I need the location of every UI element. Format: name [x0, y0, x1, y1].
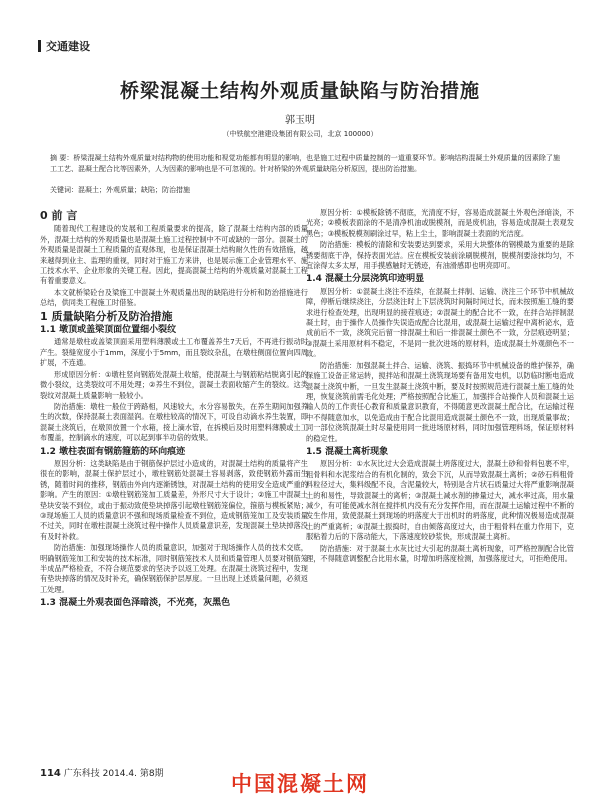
- section-heading: 1.5 混凝土离析现象: [306, 446, 389, 457]
- section-heading: 1.2 墩柱表面有钢筋箍筋的环向痕迹: [40, 446, 186, 457]
- paragraph: 防治措施：加强现场操作人员的质量意识，加强对于现场操作人员的技术交底，明确钢筋笼加工和安装的技术标准，同时钢筋笼技术人员和质量管理人员要对钢筋笼半成品严格检查，不符合规范要求的坚决予以返工处理。在混凝土浇筑过程中，发现有垫块掉落的情况及时补充，确保钢筋保护层厚度。一旦出现上述质量问题，必须返工处理。: [40, 543, 308, 594]
- paper-title: 桥梁混凝土结构外观质量缺陷与防治措施: [119, 80, 480, 102]
- section-heading: 1.3 混凝土外观表面色泽暗淡，不光亮，灰黑色: [40, 598, 231, 609]
- watermark-text: 中国混凝土网: [231, 772, 369, 796]
- section-heading: 1.1 墩顶或盖梁顶面位置细小裂纹: [40, 325, 177, 336]
- paper-keywords: 关键词：混凝土；外观质量；缺陷；防治措施: [50, 186, 190, 194]
- paragraph: 形成原因分析：①墩柱竖向钢筋处混凝土收缩，使混凝土与钢筋粘结脱离引起的微小裂纹，这类裂纹可不用处理；②养生不到位，混凝土表面收缩产生的裂纹。这类裂纹对混凝土质量影响一般较小。: [40, 369, 308, 400]
- paragraph: 本文就桥梁砼台及梁施工中混凝土外观质量出现的缺陷进行分析和防治措施进行总结，供同类工程施工时借鉴。: [40, 287, 308, 308]
- section-tag-bar: [38, 40, 41, 52]
- paragraph: 防治措施：模板的清除和安装要达到要求，采用大块整体的钢模最为重要的是除锈要彻底干净，保持表面光洁。应在模板安装前涂刷脱模剂，脱模剂要涂抹均匀，不宜涂得太多太厚，用手摸感触时无锈迹，有油滑感即也明亮即可。: [306, 240, 574, 271]
- paragraph: 原因分析：①混凝土浇注不连续，在混凝土拌制、运输、浇注三个环节中机械故障，停断后继续浇注，分层浇注时上下层浇筑时间隔时间过长，而未按照施工缝的要求进行检查处理，出现明显的接茬痕迹；②混凝土的配合比不一致，在拌合站拌制混凝土时，由于操作人员操作失误造成配合比混用，或混凝土运输过程中离析泌水，造成前后不一致，浇筑完后留一排混凝土和后一排混凝土颜色不一致，分层痕迹明显；③混凝土采用原材料不稳定，不是同一批次进场的原材料，造成混凝土外观颜色不一致。: [306, 286, 574, 359]
- paragraph: 通常是墩柱或盖梁顶面采用塑料薄膜或土工布覆盖养生7天后，不再进行振动时产生。裂缝宽度小于1mm，深度小于5mm，而且裂纹杂乱，在墩柱侧面位置向四周扩展，不连通。: [40, 337, 308, 368]
- left-column: [40, 208, 308, 611]
- paragraph: 防治措施：对于混凝土水灰比过大引起的混凝土离析现象，可严格控制配合比管理，不得随意调整配合比用水量，时增加坍落度检测，加强落度过大，可拒绝使用。: [306, 543, 574, 563]
- section-tag-label: 交通建设: [46, 40, 90, 53]
- section-heading: 0 前 言: [40, 209, 78, 222]
- paragraph: 原因分析：这类缺陷是由于钢筋保护层过小造成的，对混凝土结构的质量将产生很在的影响，混凝土保护层过小，墩柱钢筋处混凝土容易剥落，致使钢筋外露而生锈，随着时间的推移，钢筋由外向内逐渐锈蚀，对混凝土结构的使用安全造成严重的影响。产生的原因：①墩柱钢筋笼加工质量差，外形尺寸大于设计；②施工中混凝土垫块安装不到位，或由于振动致使垫块掉落引起墩柱钢筋笼偏位，箍筋与模板紧贴；③现场施工人员的质量意识不强和现场质量检查不到位，造成钢筋笼加工及安装质量不过关，同时在墩柱混凝土浇筑过程中操作人员质量意识差，发现混凝土垫块掉落没有及时补救。: [40, 458, 308, 541]
- paper-abstract: 摘 要：桥梁混凝土结构外观质量对结构物的使用功能和视觉功能都有明显的影响，也是施工过程中质量控制的一道重要环节。影响结构混凝土外观质量的因素除了施工工艺、混凝土配合比等因素外，人为因素的影响也是不可忽视的。针对桥梁的外观质量缺陷分析原因，提出防治措施。: [50, 154, 560, 173]
- paragraph: 随着现代工程建设的发展和工程质量要求的提高，除了混凝土结构内部的质量外，混凝土结构的外观质量也是混凝土施工过程控制中不可或缺的一部分。混凝土的外观质量是混凝土工程质量的直观体现，也是保证混凝土结构耐久性的有效措施，越来越得到业主、监理的重视，同时对于施工方来讲，也是展示施工企业管理水平、施工技术水平、企业形象的关键工程。因此，提高混凝土结构的外观质量对混凝土工程有着重要意义。: [40, 224, 308, 286]
- paragraph: 原因分析：①模板除锈不彻底，光清度不好，容易造成混凝土外观色泽暗淡，不光亮；②模板表面涂的不是清净机油或脱模剂，而是废机油，容易造成混凝土表观发黑色；③模板脱模剂刷涂过早，粘上尘土，影响混凝土表面的光洁度。: [306, 208, 574, 238]
- paper-affiliation: （中铁航空港建设集团有限公司，北京 100000）: [222, 130, 378, 138]
- page-number: 114: [40, 768, 61, 779]
- paragraph: 防治措施：加强混凝土拌合、运输、浇筑、振捣环节中机械设备的维护保养，确保施工设备正常运转，搅拌站和混凝土浇筑现场要有备用发电机，以防临时断电造成混凝土浇筑中断，一旦发生混凝土浇筑中断，要及时按照规范进行混凝土施工缝的处理，恢复浇筑前需毛化处理；严格按照配合比施工，加强拌合站操作人员和混凝土运输人员的工作责任心教育和质量意识教育，不得随意更改混凝土配合比，在运输过程中不得随意加水，以免造成由于配合比混用造成混凝土颜色不一致，出现质量事故；同一部位浇筑混凝土时尽量使用同一批进场原材料，同时加强管理料场，保证原材料的稳定性。: [306, 360, 574, 443]
- right-column: [306, 208, 574, 565]
- paragraph: 原因分析：①水灰比过大会造成混凝土坍落度过大，混凝土砂和骨料包裹不牢，粗骨料和水泥浆结合的有机化制的，致会下沉，从而导致混凝土离析；②砂石料粗骨料粒径过大，集料级配不良，含泥量较大，特别是含片状石质量过大将严重影响混凝土的和易性，导致混凝土的离析；③混凝土减水剂的掺量过大，减水率过高，用水量减少，有可能使减水剂在搅拌机内没有充分发挥作用，而在混凝土运输过程中不断的发生作用，致使混凝土到现场的坍落度大于出机时的坍落度，此种情况极易造成混凝土的严重离析；④混凝土振捣时，自由倾落高度过大，由于粗骨料在重力作用下，克服粘着力后的下落动能大，下落速度较砂浆快，形成混凝土离析。: [306, 459, 574, 542]
- journal-name: 广东科技 2014.4. 第8期: [63, 769, 164, 779]
- paragraph: 防治措施：墩柱一般位于跨路相，风速较大，水分容易散失，在养生期间加强养生的次数，保持混凝土表面湿润。在墩柱较高的情况下，可设自动滴水养生装置，即混凝土浇筑后，在墩顶放置一个水箱，接上滴水管，在拆模后及时用塑料薄膜或土工布覆盖，控制滴水的速度，可以起到事半功倍的效果。: [40, 401, 308, 443]
- section-heading: 1.4 混凝土分层浇筑印迹明显: [306, 274, 425, 285]
- section-heading: 1 质量缺陷分析及防治措施: [40, 309, 173, 323]
- paper-author: 郭玉明: [285, 115, 315, 126]
- section-tag: [38, 38, 90, 54]
